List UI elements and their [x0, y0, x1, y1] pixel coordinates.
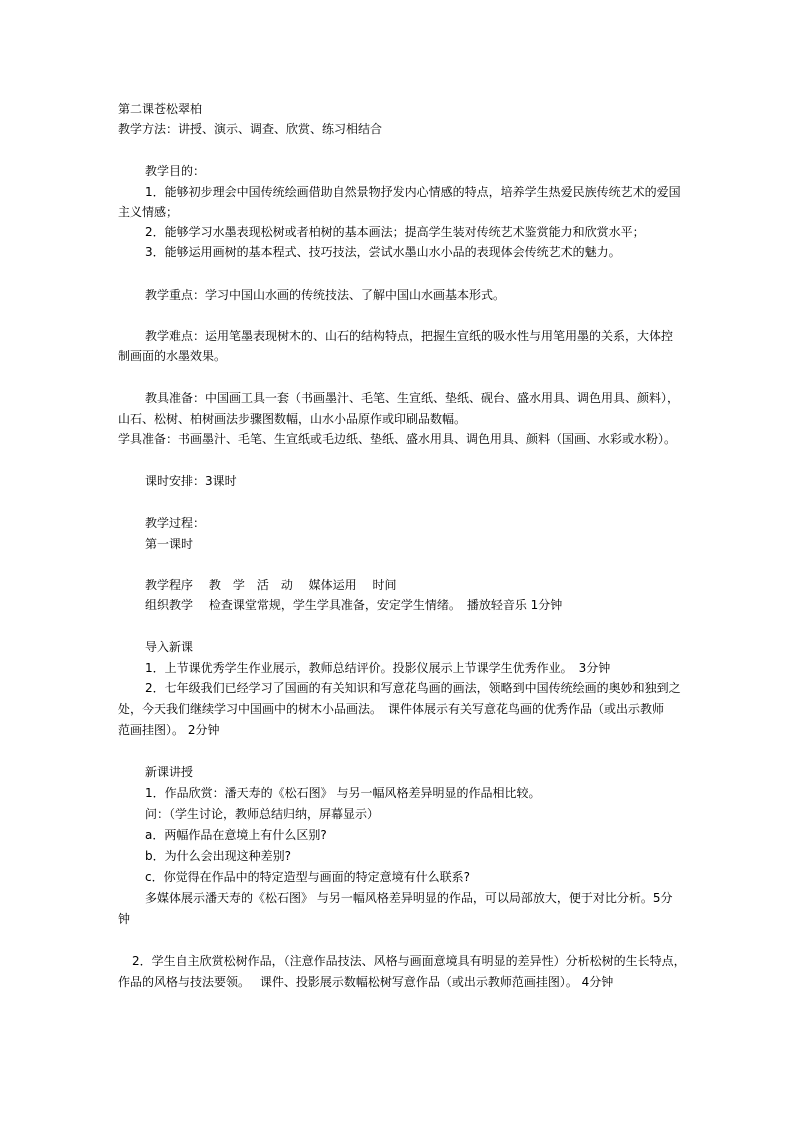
- process-heading: 教学过程：: [145, 516, 206, 530]
- organize-teaching: 组织教学 检查课堂常规，学生学具准备，安定学生情绪。 播放轻音乐 1分钟: [145, 598, 563, 612]
- difficulty-line-1: 教学难点：运用笔墨表现树木的、山石的结构特点，把握生宣纸的吸水性与用笔用墨的关系，大体控: [145, 329, 674, 343]
- teacher-tools-line-2: 山石、松树、柏树画法步骤图数幅，山水小品原作或印刷品数幅。: [118, 412, 467, 426]
- schedule: 课时安排：3课时: [145, 474, 237, 488]
- discussion-question: 问：（学生讨论，教师总结归纳，屏幕显示）: [145, 807, 380, 821]
- question-c: c．你觉得在作品中的特定造型与画面的特定意境有什么联系?: [145, 870, 470, 884]
- goal-1-line-1: 1．能够初步理会中国传统绘画借助自然景物抒发内心情感的特点，培养学生热爱民族传统艺术的爱国: [145, 185, 681, 199]
- teacher-tools-line-1: 教具准备：中国画工具一套（书画墨汁、毛笔、生宣纸、垫纸、砚台、盛水用具、调色用具、颜料），: [145, 391, 680, 405]
- new-lesson-item-2-line-1: 2．学生自主欣赏松树作品，（注意作品技法、风格与画面意境具有明显的差异性）分析松树的生长特点，: [132, 954, 686, 968]
- lesson-title: 第二课苍松翠柏: [118, 102, 203, 116]
- goal-3: 3．能够运用画树的基本程式、技巧技法，尝试水墨山水小品的表现体会传统艺术的魅力。: [145, 245, 621, 259]
- intro-item-2-line-2: 处，今天我们继续学习中国画中的树木小品画法。 课件体展示有关写意花鸟画的优秀作品（或出示教师: [118, 702, 665, 716]
- intro-item-1: 1．上节课优秀学生作业展示，教师总结评价。投影仪展示上节课学生优秀作业。 3分钟: [145, 661, 611, 675]
- intro-heading: 导入新课: [145, 640, 194, 654]
- new-lesson-item-1: 1．作品欣赏：潘天寿的《松石图》 与另一幅风格差异明显的作品相比较。: [145, 786, 541, 800]
- goal-1-line-2: 主义情感；: [118, 205, 179, 219]
- question-b: b．为什么会出现这种差别?: [145, 849, 291, 863]
- new-lesson-heading: 新课讲授: [145, 765, 194, 779]
- goal-2: 2．能够学习水墨表现松树或者柏树的基本画法；提高学生装对传统艺术鉴赏能力和欣赏水平；: [145, 225, 645, 239]
- first-lesson: 第一课时: [145, 537, 194, 551]
- intro-item-2-line-3: 范画挂图）。 2分钟: [118, 723, 220, 737]
- media-display-line-2: 钟: [118, 912, 131, 926]
- new-lesson-item-2-line-2: 作品的风格与技法要领。 课件、投影展示数幅松树写意作品（或出示教师范画挂图）。 4分钟: [118, 975, 614, 989]
- goal-heading: 教学目的：: [145, 164, 206, 178]
- media-display-line-1: 多媒体展示潘天寿的《松石图》 与另一幅风格差异明显的作品，可以局部放大，便于对比分析。5分: [145, 891, 673, 905]
- difficulty-line-2: 制画面的水墨效果。: [118, 349, 227, 363]
- key-point: 教学重点：学习中国山水画的传统技法、了解中国山水画基本形式。: [145, 288, 506, 302]
- question-a: a．两幅作品在意境上有什么区别?: [145, 828, 327, 842]
- student-tools: 学具准备：书画墨汁、毛笔、生宣纸或毛边纸、垫纸、盛水用具、调色用具、颜料（国画、水彩或水粉）。: [118, 432, 677, 446]
- procedure-table-header: 教学程序 教 学 活 动 媒体运用 时间: [145, 578, 397, 592]
- intro-item-2-line-1: 2．七年级我们已经学习了国画的有关知识和写意花鸟画的画法，领略到中国传统绘画的奥妙和独到之: [145, 681, 681, 695]
- teaching-method: 教学方法：讲授、演示、调查、欣赏、练习相结合: [118, 122, 383, 136]
